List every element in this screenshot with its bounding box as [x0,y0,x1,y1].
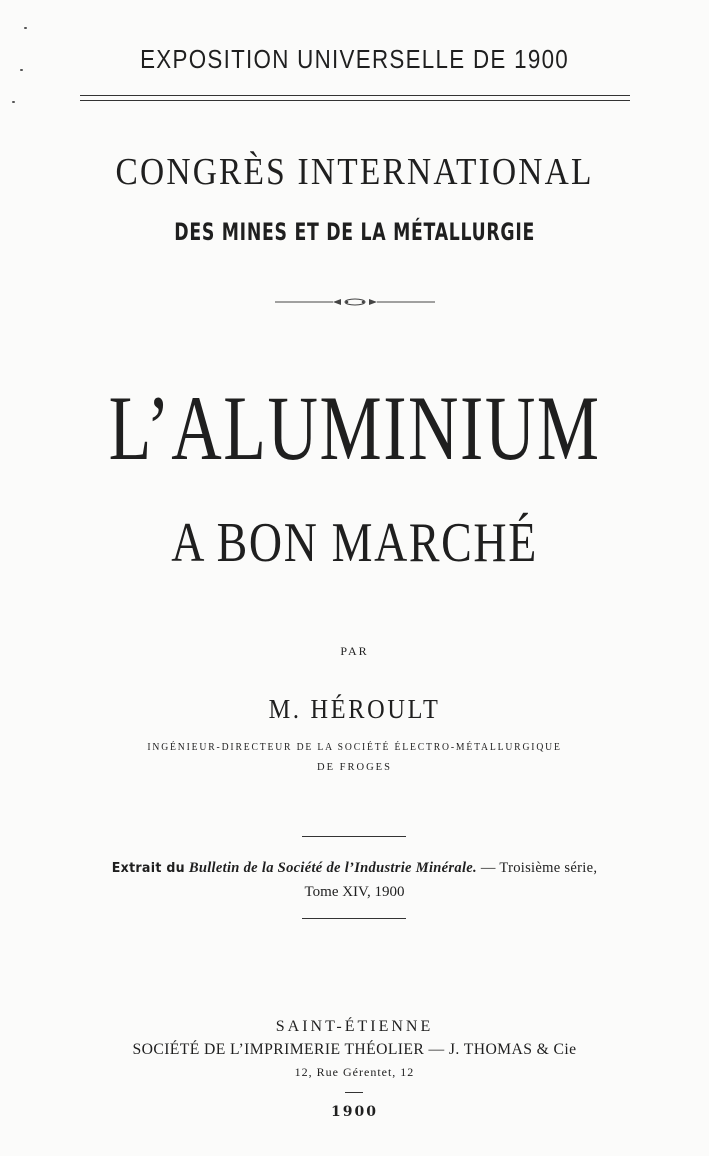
ornament-icon [275,296,435,308]
author-name: M. HÉROULT [268,694,441,724]
author-role-continued: DE FROGES [317,762,392,773]
main-subtitle: A BON MARCHÉ [171,512,538,574]
ornament-divider [0,296,709,311]
extract-series: — Troisième série, [476,860,598,876]
print-speck [20,69,23,71]
author-role: INGÉNIEUR-DIRECTEUR DE LA SOCIÉTÉ ÉLECTRO-MÉTALLURGIQUE [147,742,562,753]
volume-rule [302,918,406,919]
print-speck [24,27,27,29]
congress-subtitle: DES MINES ET DE LA MÉTALLURGIE [174,218,535,246]
year-rule [345,1092,363,1093]
header-rule-top [80,95,630,96]
extract-line [11,860,699,877]
extract-volume: Tome XIV, 1900 [304,884,405,900]
extract-lead: Extrait du [111,861,185,876]
exposition-heading: EXPOSITION UNIVERSELLE DE 1900 [140,44,570,74]
congress-title: CONGRÈS INTERNATIONAL [115,151,594,193]
print-speck [12,101,15,103]
by-label: PAR [340,644,369,658]
main-title: L’ALUMINIUM [108,377,601,479]
imprint-address: 12, Rue Gérentet, 12 [294,1065,415,1079]
extract-journal: Bulletin de la Société de l’Industrie Minérale. [188,860,477,876]
imprint-year: 1900 [331,1104,378,1120]
imprint-place: SAINT-ÉTIENNE [275,1018,434,1035]
header-rule-bottom [80,100,630,101]
extract-rule [302,836,406,837]
imprint-printer: SOCIÉTÉ DE L’IMPRIMERIE THÉOLIER — J. THOMAS & Cie [132,1041,577,1058]
